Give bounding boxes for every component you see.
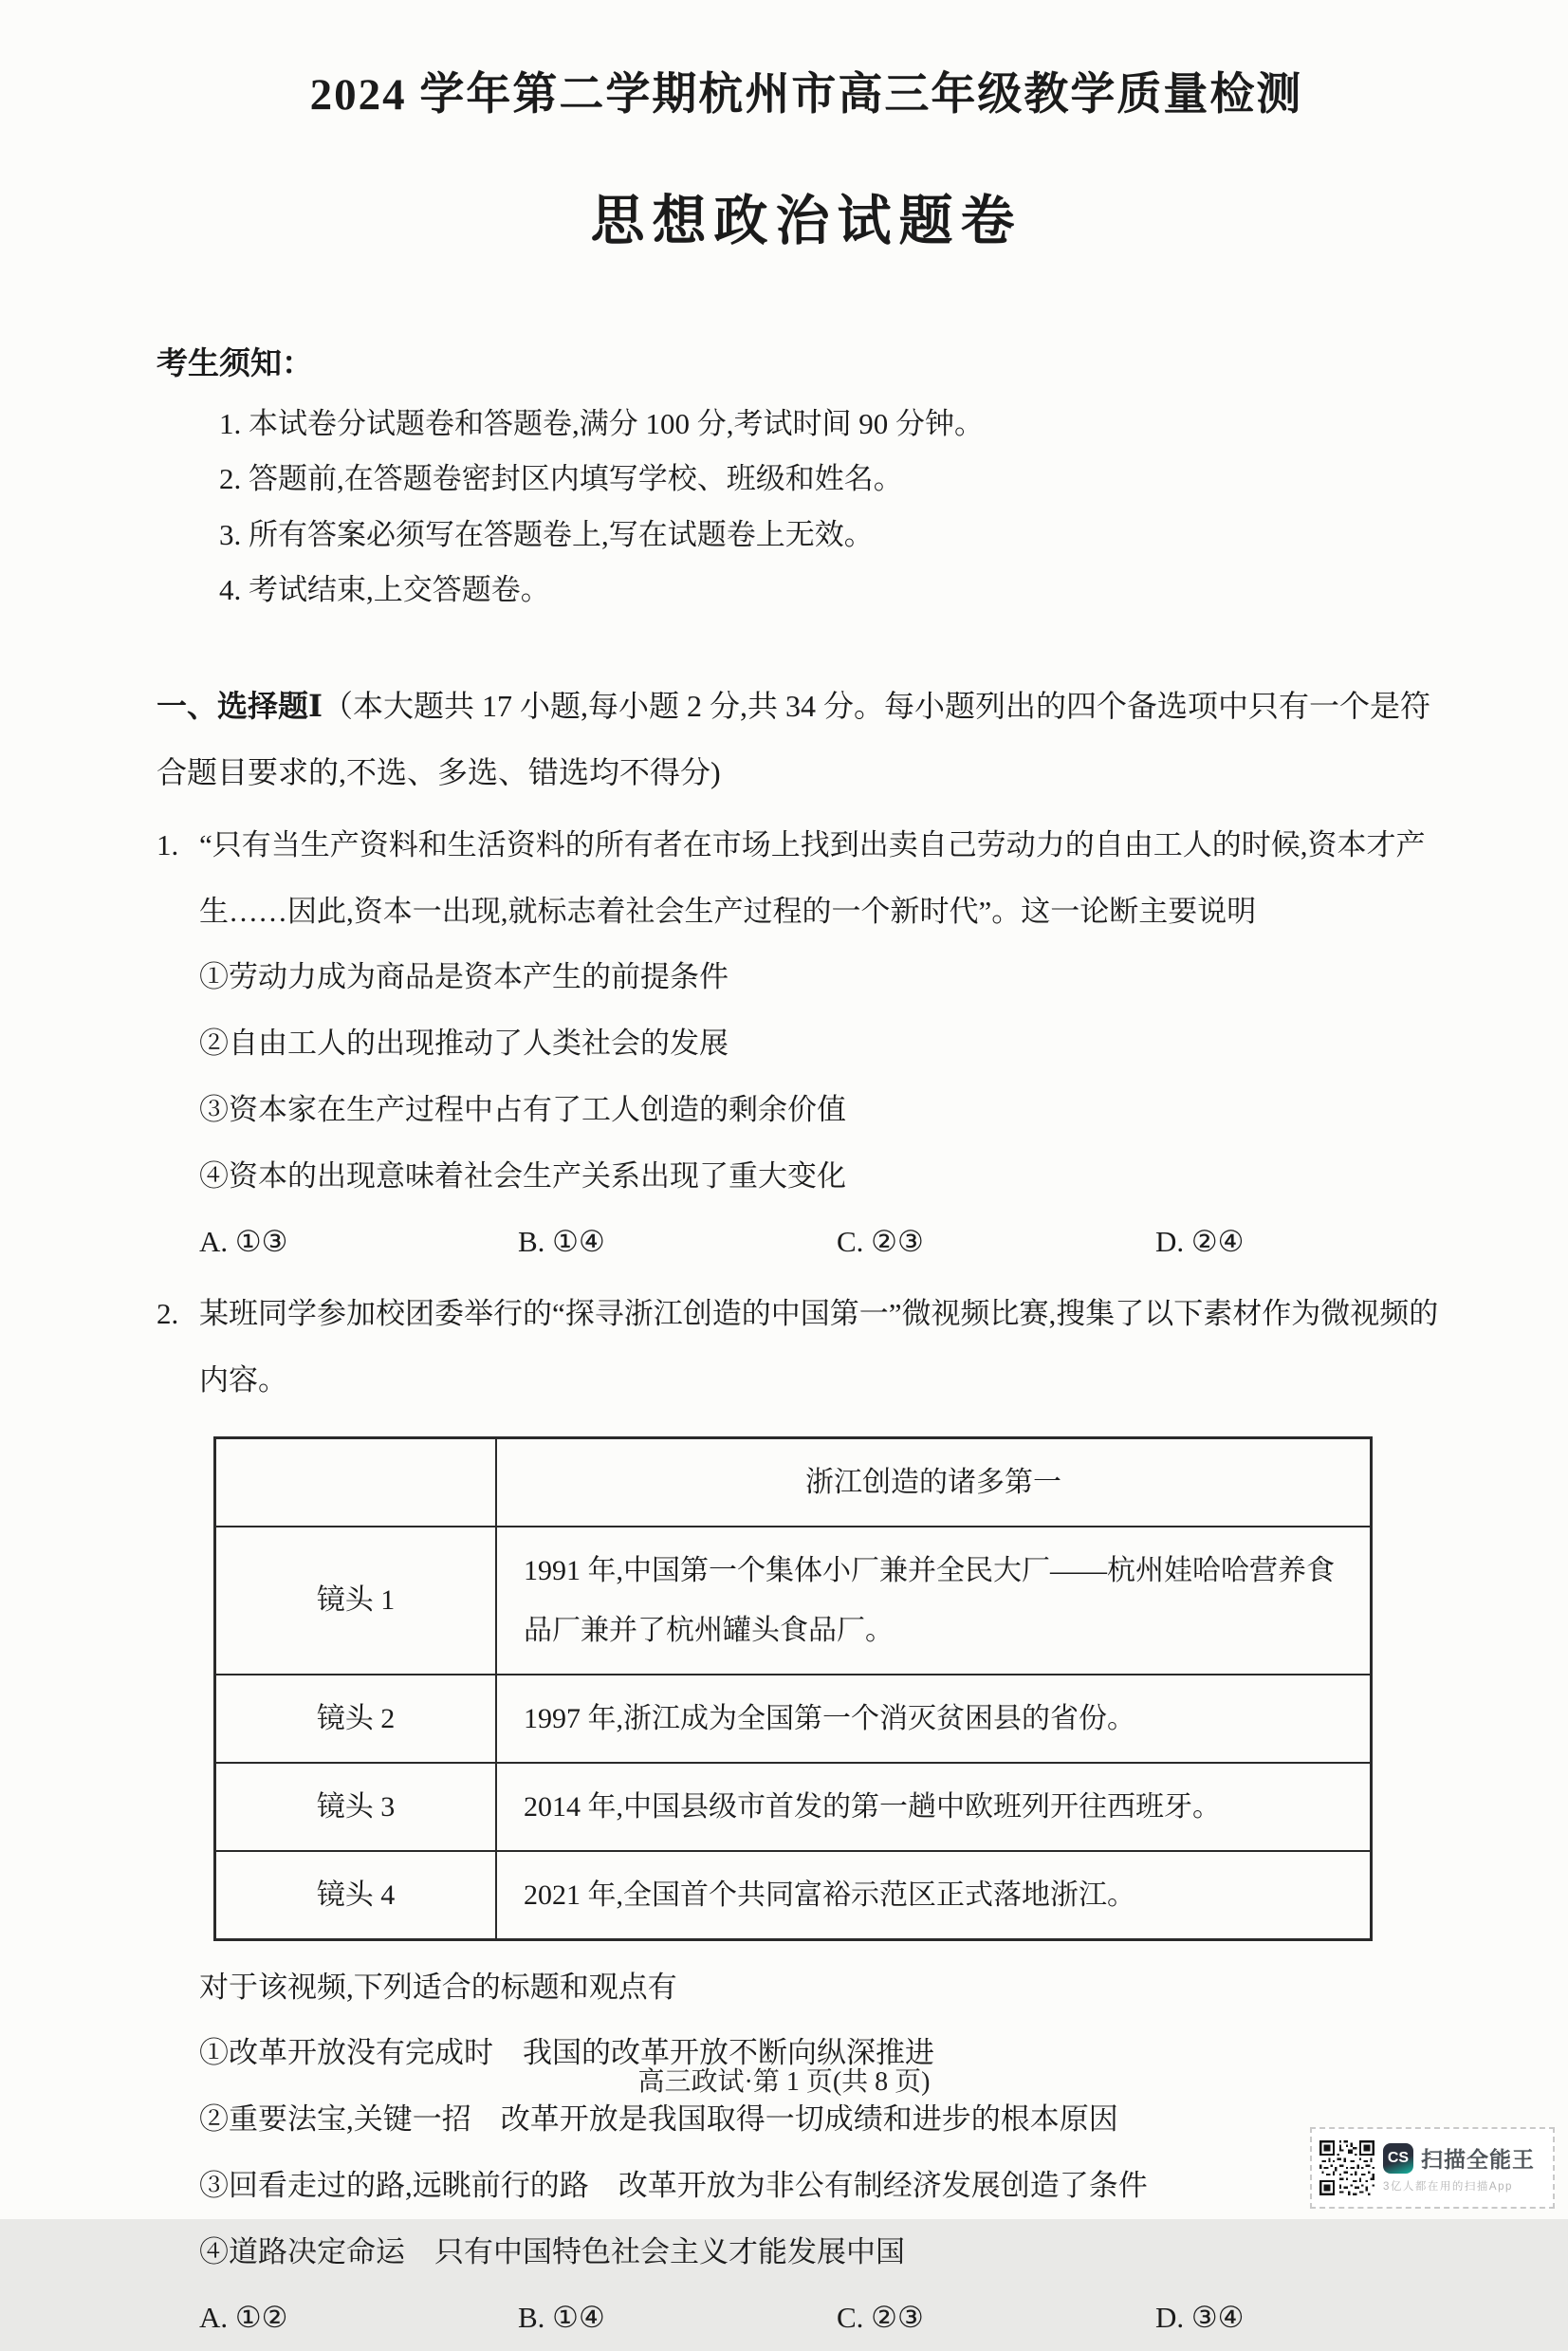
notice-heading: 考生须知： bbox=[157, 347, 313, 381]
exam-session-title: 2024 学年第二学期杭州市高三年级教学质量检测 bbox=[309, 70, 1303, 120]
watermark-text-block bbox=[1383, 2142, 1535, 2194]
camscanner-watermark bbox=[1310, 2127, 1555, 2209]
page-footer: 高三政试·第 1 页(共 8 页) bbox=[637, 2067, 931, 2097]
scene-label: 镜头 4 bbox=[215, 1851, 497, 1940]
paper-title: 思想政治试题卷 bbox=[590, 192, 1023, 251]
section-1-heading bbox=[157, 673, 1456, 806]
qr-code-icon bbox=[1319, 2140, 1374, 2195]
q2-stem: 某班同学参加校团委举行的“探寻浙江创造的中国第一”微视频比赛,搜集了以下素材作为微视频的内容。 bbox=[199, 1297, 1439, 1397]
table-corner-cell bbox=[215, 1437, 497, 1527]
notice-item: 3. 所有答案必须写在答题卷上,写在试题卷上无效。 bbox=[219, 517, 874, 551]
q2-choice-b: B. ①④ bbox=[518, 2301, 605, 2335]
q1-option-3: ③资本家在生产过程中占有了工人创造的剩余价值 bbox=[199, 1092, 846, 1126]
notice-item: 4. 考试结束,上交答题卷。 bbox=[219, 572, 550, 606]
q1-option-2: ②自由工人的出现推动了人类社会的发展 bbox=[199, 1027, 729, 1061]
notice-items bbox=[219, 397, 1456, 618]
q2-choice-c: C. ②③ bbox=[837, 2301, 924, 2335]
q2-number: 2. bbox=[157, 1297, 179, 1331]
q1-stem: “只有当生产资料和生活资料的所有者在市场上找到出卖自己劳动力的自由工人的时候,资本才产生……因此,资本一出现,就标志着社会生产过程的一个新时代”。这一论断主要说明 bbox=[199, 827, 1426, 928]
scene-content: 2014 年,中国县级市首发的第一趟中欧班列开往西班牙。 bbox=[496, 1763, 1372, 1851]
q1-choice-c: C. ②③ bbox=[837, 1225, 924, 1259]
table-row bbox=[215, 1763, 1372, 1851]
watermark-title-row bbox=[1383, 2142, 1535, 2174]
scene-label: 镜头 3 bbox=[215, 1763, 497, 1851]
q2-option-4: ④道路决定命运 只有中国特色社会主义才能发展中国 bbox=[199, 2234, 905, 2268]
question-1 bbox=[157, 812, 1456, 1275]
q2-choice-d: D. ③④ bbox=[1155, 2301, 1245, 2335]
section-1-description: （本大题共 17 小题,每小题 2 分,共 34 分。每小题列出的四个备选项中只有一个是符合题目要求的,不选、多选、错选均不得分) bbox=[157, 689, 1430, 790]
q2-option-3: ③回看走过的路,远眺前行的路 改革开放为非公有制经济发展创造了条件 bbox=[199, 2168, 1148, 2202]
q2-choices bbox=[199, 2285, 1456, 2351]
q2-option-2: ②重要法宝,关键一招 改革开放是我国取得一切成绩和进步的根本原因 bbox=[199, 2102, 1118, 2137]
scene-content: 1991 年,中国第一个集体小厂兼并全民大厂——杭州娃哈哈营养食品厂兼并了杭州罐头食品厂。 bbox=[496, 1527, 1372, 1675]
q1-choices bbox=[199, 1209, 1456, 1275]
question-2 bbox=[157, 1281, 1456, 2351]
q1-choice-d: D. ②④ bbox=[1155, 1225, 1245, 1259]
table-header-cell: 浙江创造的诸多第一 bbox=[496, 1437, 1372, 1527]
candidate-notice bbox=[157, 339, 1456, 618]
table-row bbox=[215, 1675, 1372, 1763]
q2-option-1: ①改革开放没有完成时 我国的改革开放不断向纵深推进 bbox=[199, 2036, 934, 2070]
section-1-label: 一、选择题Ⅰ bbox=[157, 689, 323, 724]
q2-followup: 对于该视频,下列适合的标题和观点有 bbox=[199, 1970, 677, 2004]
q2-choice-a: A. ①② bbox=[199, 2301, 288, 2335]
table-row bbox=[215, 1851, 1372, 1940]
table-row bbox=[215, 1527, 1372, 1675]
q1-choice-b: B. ①④ bbox=[518, 1225, 605, 1259]
scene-label: 镜头 2 bbox=[215, 1675, 497, 1763]
camscanner-app-name: 扫描全能王 bbox=[1421, 2147, 1535, 2172]
materials-table bbox=[213, 1436, 1373, 1941]
scene-label: 镜头 1 bbox=[215, 1527, 497, 1675]
q1-option-1: ①劳动力成为商品是资本产生的前提条件 bbox=[199, 960, 729, 994]
camscanner-logo-icon: CS bbox=[1383, 2143, 1413, 2174]
q1-number: 1. bbox=[157, 827, 179, 861]
camscanner-tagline: 3亿人都在用的扫描App bbox=[1383, 2181, 1513, 2193]
notice-item: 1. 本试卷分试题卷和答题卷,满分 100 分,考试时间 90 分钟。 bbox=[219, 407, 984, 440]
q1-choice-a: A. ①③ bbox=[199, 1225, 288, 1259]
notice-item: 2. 答题前,在答题卷密封区内填写学校、班级和姓名。 bbox=[219, 462, 903, 496]
scene-content: 2021 年,全国首个共同富裕示范区正式落地浙江。 bbox=[496, 1851, 1372, 1940]
q1-option-4: ④资本的出现意味着社会生产关系出现了重大变化 bbox=[199, 1158, 846, 1193]
table-header-row bbox=[215, 1437, 1372, 1527]
scene-content: 1997 年,浙江成为全国第一个消灭贫困县的省份。 bbox=[496, 1675, 1372, 1763]
